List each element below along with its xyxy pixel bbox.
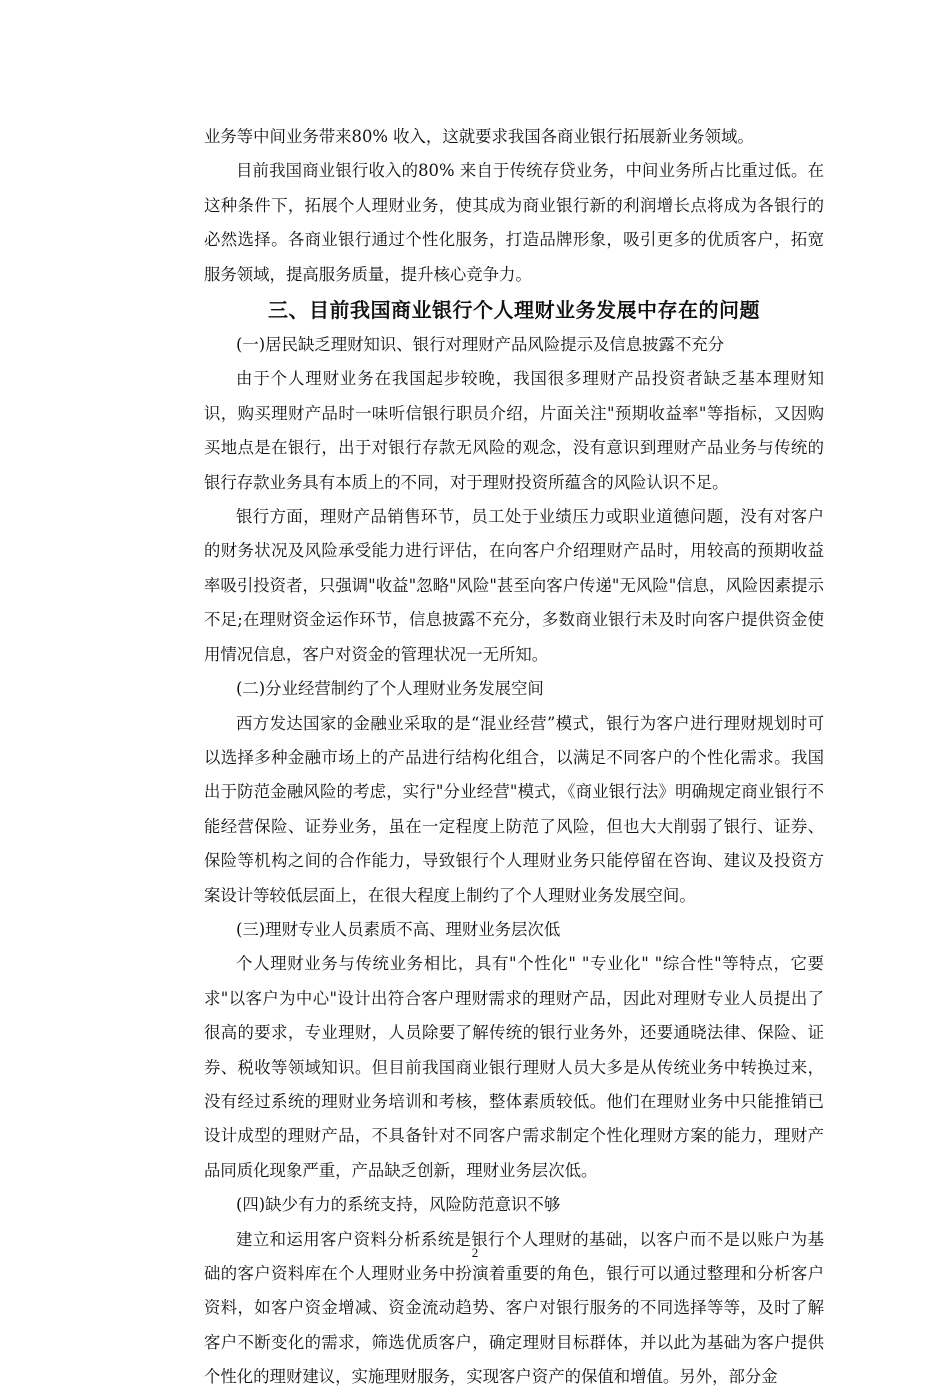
subheading-2: (二)分业经营制约了个人理财业务发展空间 <box>236 679 544 699</box>
paragraph-continuation: 业务等中间业务带来80% 收入，这就要求我国各商业银行拓展新业务领域。 <box>204 127 754 146</box>
paragraph-separate-operation: 西方发达国家的金融业采取的是“混业经营”模式，银行为客户进行理财规划时可以选择多种金融市场上的产品进行结构化组合，以满足不同客户的个性化需求。我国出于防范金融风险的考虑，实行"分业经营"模式，《商业银行法》明确规定商业银行不能经营保险、证券业务，虽在一定程度上防范了风险，但也大大削弱了银行、证券、保险等机构之间的合作能力，导致银行个人理财业务只能停留在咨询、建议及投资方案设计等较低层面上，在很大程度上制约了个人理财业务发展空间。 <box>204 713 824 905</box>
page-number: 2 <box>471 1245 479 1260</box>
subheading-1: (一)居民缺乏理财知识、银行对理财产品风险提示及信息披露不充分 <box>236 335 725 355</box>
paragraph-staff-quality: 个人理财业务与传统业务相比，具有"个性化" "专业化" "综合性"等特点，它要求"以客户为中心"设计出符合客户理财需求的理财产品，因此对理财专业人员提出了很高的要求，专业理财，人员除要了解传统的银行业务外，还要通晓法律、保险、证券、税收等领域知识。但目前我国商业银行理财人员大多是从传统业务中转换过来，没有经过系统的理财业务培训和考核，整体素质较低。他们在理财业务中只能推销已设计成型的理财产品，不具备针对不同客户需求制定个性化理财方案的能力，理财产品同质化现象严重，产品缺乏创新，理财业务层次低。 <box>204 954 824 1180</box>
page-body <box>204 120 824 1395</box>
paragraph-revenue-structure: 目前我国商业银行收入的80% 来自于传统存贷业务，中间业务所占比重过低。在这种条件下，拓展个人理财业务，使其成为商业银行新的利润增长点将成为各银行的必然选择。各商业银行通过个性化服务，打造品牌形象，吸引更多的优质客户，拓宽服务领域，提高服务质量，提升核心竞争力。 <box>204 161 824 284</box>
subheading-3: (三)理财专业人员素质不高、理财业务层次低 <box>236 919 561 939</box>
paragraph-investor-knowledge: 由于个人理财业务在我国起步较晚，我国很多理财产品投资者缺乏基本理财知识，购买理财产品时一味听信银行职员介绍，片面关注"预期收益率"等指标，又因购买地点是在银行，出于对银行存款无风险的观念，没有意识到理财产品业务与传统的银行存款业务具有本质上的不同，对于理财投资所蕴含的风险认识不足。 <box>204 369 824 492</box>
paragraph-bank-disclosure: 银行方面，理财产品销售环节，员工处于业绩压力或职业道德问题，没有对客户的财务状况及风险承受能力进行评估，在向客户介绍理财产品时，用较高的预期收益率吸引投资者，只强调"收益"忽略"风险"甚至向客户传递"无风险"信息，风险因素提示不足;在理财资金运作环节，信息披露不充分，多数商业银行未及时向客户提供资金使用情况信息，客户对资金的管理状况一无所知。 <box>204 507 824 664</box>
section-heading: 三、目前我国商业银行个人理财业务发展中存在的问题 <box>268 298 760 323</box>
paragraph-system-support: 建立和运用客户资料分析系统是银行个人理财的基础，以客户而不是以账户为基础的客户资料库在个人理财业务中扮演着重要的角色，银行可以通过整理和分析客户资料，如客户资金增减、资金流动趋势、客户对银行服务的不同选择等等，及时了解客户不断变化的需求，筛选优质客户，确定理财目标群体，并以此为基础为客户提供个性化的理财建议，实施理财服务，实现客户资产的保值和增值。另外，部分金 <box>204 1229 824 1387</box>
subheading-4: (四)缺少有力的系统支持，风险防范意识不够 <box>236 1195 561 1215</box>
